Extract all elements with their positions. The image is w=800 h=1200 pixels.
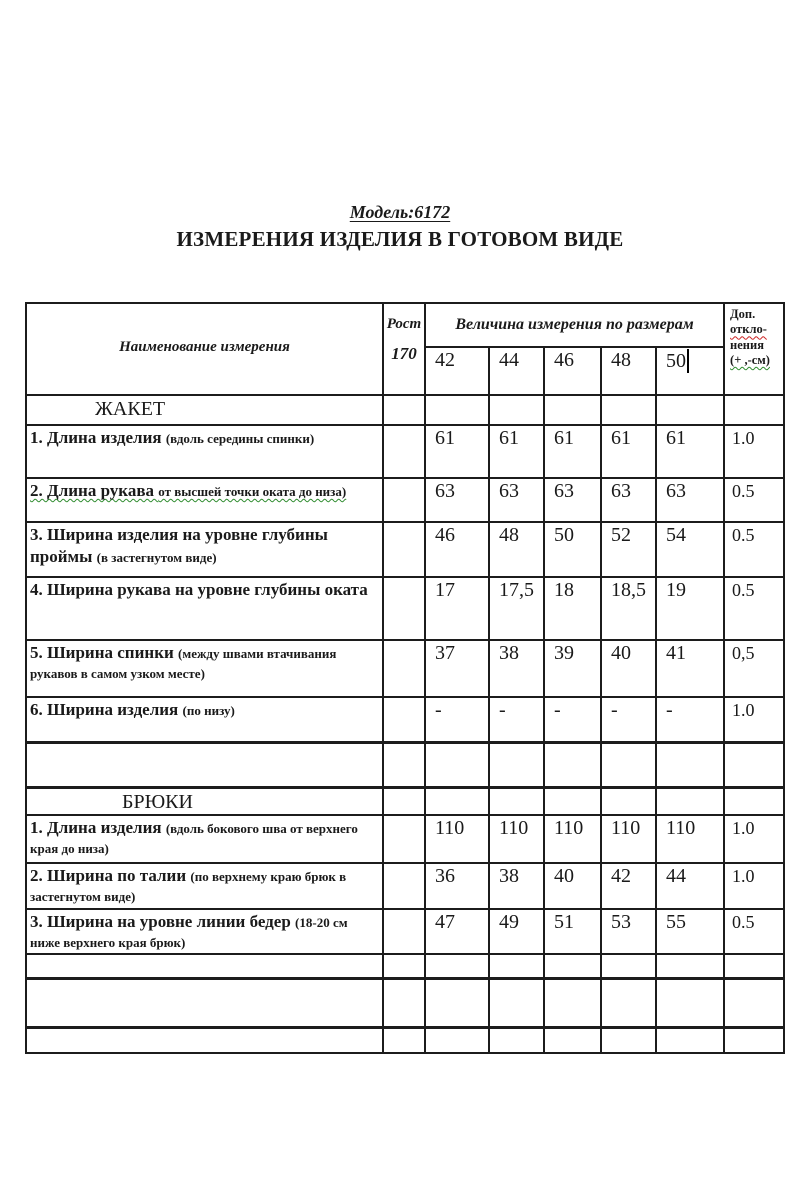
deviation-label-line2: откло-: [730, 322, 767, 337]
empty-cell: [383, 979, 425, 1028]
value-cell: 36: [425, 863, 489, 909]
deviation-label-line3: нения: [730, 337, 764, 352]
value-cell: -: [544, 697, 601, 742]
empty-cell: [489, 1028, 544, 1053]
value-cell: 51: [544, 909, 601, 954]
table-row: [26, 577, 784, 640]
table-header-row-top: [26, 303, 784, 347]
empty-cell: [383, 697, 425, 742]
value-cell: 55: [656, 909, 724, 954]
table-row: [26, 478, 784, 522]
empty-cell: [383, 863, 425, 909]
value-cell: 49: [489, 909, 544, 954]
value-cell: 110: [601, 815, 656, 863]
label-detail: от высшей точки оката до низа): [158, 484, 347, 499]
section-row-trousers: [26, 787, 784, 815]
empty-cell: [425, 787, 489, 815]
label-detail: (18-20 см ниже верхнего края брюк): [30, 914, 348, 950]
measurement-label: [26, 909, 383, 954]
empty-cell: [601, 395, 656, 425]
value-cell: 61: [601, 425, 656, 478]
value-cell: 38: [489, 640, 544, 697]
label-main: 2. Длина рукава: [30, 481, 159, 500]
empty-cell: [656, 979, 724, 1028]
model-label: Модель:6172: [349, 202, 451, 222]
empty-cell: [724, 742, 784, 787]
measurements-table: [25, 302, 785, 1054]
value-cell: 40: [544, 863, 601, 909]
value-cell: 50: [544, 522, 601, 577]
deviation-value: 0.5: [724, 522, 784, 577]
empty-row: [26, 742, 784, 787]
empty-cell: [544, 979, 601, 1028]
label-main: 3. Ширина на уровне линии бедер: [30, 911, 296, 931]
empty-cell: [26, 742, 383, 787]
size-42: 42: [435, 349, 455, 371]
value-cell: -: [425, 697, 489, 742]
table-row: [26, 640, 784, 697]
measurement-label: [26, 640, 383, 697]
empty-cell: [656, 742, 724, 787]
value-cell: 63: [489, 478, 544, 522]
value-cell: -: [489, 697, 544, 742]
section-title-trousers: БРЮКИ: [122, 790, 193, 813]
value-cell: 18,5: [601, 577, 656, 640]
empty-cell: [601, 787, 656, 815]
empty-cell: [656, 954, 724, 979]
label-main: 3. Ширина изделия на уровне глубины проймы: [30, 525, 328, 567]
empty-cell: [425, 395, 489, 425]
empty-cell: [425, 954, 489, 979]
empty-cell: [489, 979, 544, 1028]
measurement-label: [26, 478, 383, 522]
empty-cell: [383, 909, 425, 954]
empty-cell: [656, 787, 724, 815]
section-title-cell: [26, 395, 383, 425]
size-column-header: [656, 347, 724, 395]
empty-cell: [544, 395, 601, 425]
empty-cell: [656, 1028, 724, 1053]
measurement-label: [26, 815, 383, 863]
empty-cell: [383, 954, 425, 979]
empty-cell: [544, 954, 601, 979]
value-cell: 61: [544, 425, 601, 478]
empty-cell: [489, 742, 544, 787]
label-main: 2. Ширина по талии: [30, 865, 191, 885]
empty-cell: [601, 954, 656, 979]
value-cell: 110: [544, 815, 601, 863]
empty-row: [26, 954, 784, 979]
value-cell: 110: [656, 815, 724, 863]
table-row: [26, 425, 784, 478]
table-row: [26, 863, 784, 909]
value-cell: 53: [601, 909, 656, 954]
deviation-label-line4: (+ ,-см): [730, 352, 770, 367]
label-detail: (по верхнему краю брюк в застегнутом виде): [30, 868, 347, 904]
section-row-jacket: [26, 395, 784, 425]
value-cell: 110: [489, 815, 544, 863]
empty-cell: [656, 395, 724, 425]
deviation-value: 0.5: [724, 577, 784, 640]
value-cell: 48: [489, 522, 544, 577]
value-cell: 63: [544, 478, 601, 522]
size-column-header: [544, 347, 601, 395]
value-cell: 52: [601, 522, 656, 577]
value-cell: 40: [601, 640, 656, 697]
empty-cell: [544, 742, 601, 787]
label-main: 5. Ширина спинки: [30, 643, 179, 662]
value-cell: 61: [425, 425, 489, 478]
empty-cell: [26, 1028, 383, 1053]
empty-cell: [489, 787, 544, 815]
value-cell: 63: [601, 478, 656, 522]
empty-cell: [724, 979, 784, 1028]
empty-cell: [383, 742, 425, 787]
empty-cell: [724, 954, 784, 979]
text-cursor: [687, 349, 689, 373]
measurement-label: [26, 522, 383, 577]
label-detail: (вдоль середины спинки): [165, 431, 315, 446]
size-column-header: [425, 347, 489, 395]
value-cell: 42: [601, 863, 656, 909]
empty-cell: [425, 979, 489, 1028]
value-cell: 61: [489, 425, 544, 478]
document-title-block: [0, 202, 800, 252]
empty-cell: [383, 577, 425, 640]
empty-cell: [425, 1028, 489, 1053]
rost-label: Рост: [386, 315, 422, 332]
label-detail: (между швами втачивания рукавов в самом узком месте): [30, 646, 337, 682]
empty-cell: [724, 395, 784, 425]
empty-row: [26, 979, 784, 1028]
label-main: 6. Ширина изделия: [30, 700, 183, 719]
empty-cell: [724, 1028, 784, 1053]
value-cell: 17,5: [489, 577, 544, 640]
empty-cell: [26, 979, 383, 1028]
empty-row: [26, 1028, 784, 1053]
value-cell: 110: [425, 815, 489, 863]
value-cell: 37: [425, 640, 489, 697]
label-detail: (по низу): [182, 703, 235, 718]
value-cell: -: [601, 697, 656, 742]
value-cell: 44: [656, 863, 724, 909]
deviation-value: 1.0: [724, 863, 784, 909]
value-cell: 38: [489, 863, 544, 909]
value-cell: 61: [656, 425, 724, 478]
deviation-value: 1.0: [724, 425, 784, 478]
empty-cell: [383, 425, 425, 478]
col-header-name: [26, 303, 383, 395]
value-cell: 54: [656, 522, 724, 577]
value-cell: 63: [425, 478, 489, 522]
value-cell: 39: [544, 640, 601, 697]
rost-value: 170: [391, 344, 417, 363]
table-row: [26, 815, 784, 863]
sizes-group-label: Величина измерения по размерам: [455, 316, 694, 333]
size-48: 48: [611, 349, 631, 371]
label-main: 4. Ширина рукава на уровне глубины оката: [30, 580, 368, 599]
size-column-header: [489, 347, 544, 395]
size-50: 50: [666, 350, 686, 372]
value-cell: 41: [656, 640, 724, 697]
empty-cell: [383, 640, 425, 697]
table-row: [26, 697, 784, 742]
empty-cell: [425, 742, 489, 787]
empty-cell: [601, 1028, 656, 1053]
deviation-value: 1.0: [724, 815, 784, 863]
empty-cell: [544, 1028, 601, 1053]
label-detail: (вдоль бокового шва от верхнего края до низа): [30, 820, 358, 856]
empty-cell: [724, 787, 784, 815]
col-header-rost: [383, 303, 425, 395]
empty-cell: [383, 787, 425, 815]
empty-cell: [601, 979, 656, 1028]
size-46: 46: [554, 349, 574, 371]
table-row: [26, 522, 784, 577]
label-main: 1. Длина изделия: [30, 428, 166, 447]
col-header-deviation: [724, 303, 784, 395]
empty-cell: [383, 1028, 425, 1053]
value-cell: 18: [544, 577, 601, 640]
page-title: ИЗМЕРЕНИЯ ИЗДЕЛИЯ В ГОТОВОМ ВИДЕ: [176, 226, 624, 251]
empty-cell: [26, 954, 383, 979]
measurement-label: [26, 697, 383, 742]
empty-cell: [489, 395, 544, 425]
size-column-header: [601, 347, 656, 395]
value-cell: 63: [656, 478, 724, 522]
label-main: 1. Длина изделия: [30, 817, 166, 837]
value-cell: 46: [425, 522, 489, 577]
value-cell: -: [656, 697, 724, 742]
empty-cell: [601, 742, 656, 787]
measurement-label: [26, 863, 383, 909]
deviation-value: 1.0: [724, 697, 784, 742]
measurement-label: [26, 425, 383, 478]
empty-cell: [383, 815, 425, 863]
value-cell: 47: [425, 909, 489, 954]
deviation-value: 0.5: [724, 478, 784, 522]
value-cell: 17: [425, 577, 489, 640]
measurement-label: [26, 577, 383, 640]
size-44: 44: [499, 349, 519, 371]
empty-cell: [383, 395, 425, 425]
table-row: [26, 909, 784, 954]
value-cell: 19: [656, 577, 724, 640]
label-detail: (в застегнутом виде): [96, 550, 217, 566]
deviation-value: 0,5: [724, 640, 784, 697]
empty-cell: [383, 478, 425, 522]
section-title-jacket: ЖАКЕТ: [95, 398, 166, 420]
deviation-value: 0.5: [724, 909, 784, 954]
col-header-sizes-group: [425, 303, 724, 347]
col-header-name-label: Наименование измерения: [119, 338, 290, 355]
section-title-cell: [26, 787, 383, 815]
deviation-label-line1: Доп.: [730, 307, 756, 321]
empty-cell: [544, 787, 601, 815]
empty-cell: [489, 954, 544, 979]
empty-cell: [383, 522, 425, 577]
